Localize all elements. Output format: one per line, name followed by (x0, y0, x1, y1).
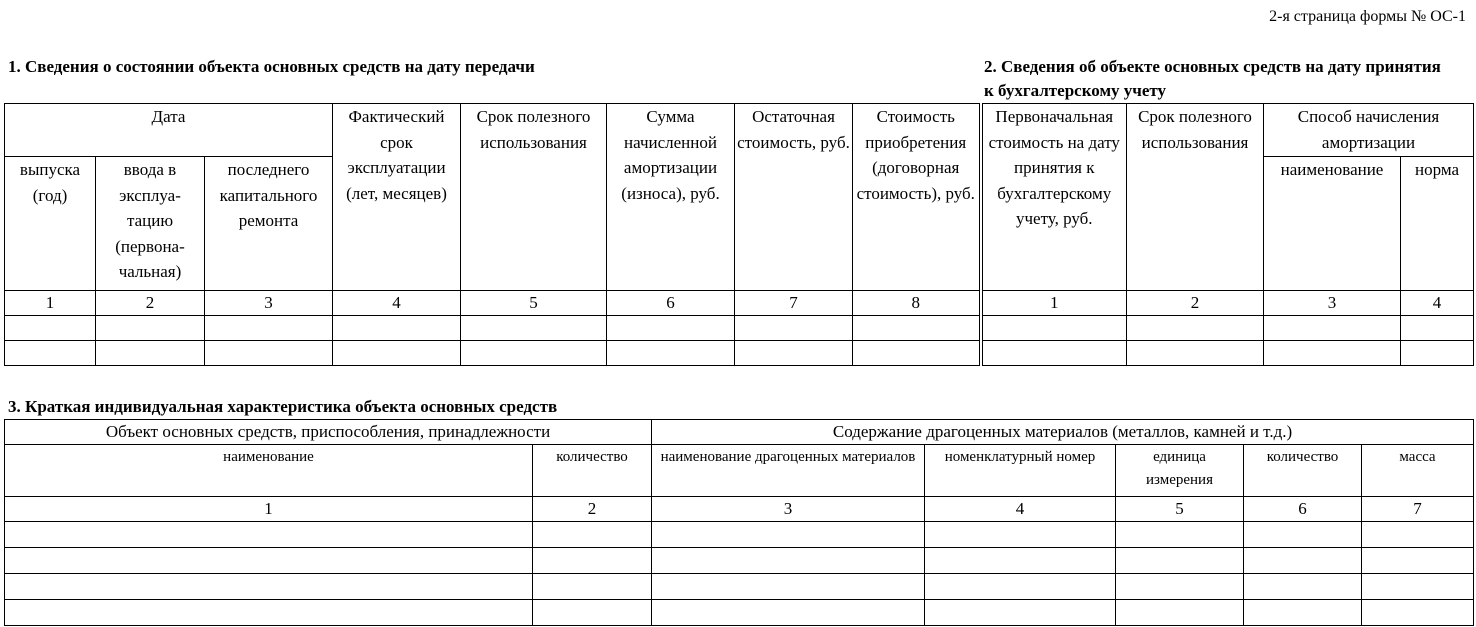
entry-cell[interactable] (5, 548, 533, 574)
entry-cell[interactable] (607, 341, 735, 366)
useful-life-2-header: Срок полезного использования (1127, 104, 1264, 291)
column-number-row (5, 497, 1474, 522)
entry-cell[interactable] (96, 341, 205, 366)
entry-cell[interactable] (652, 600, 925, 626)
release-year-header: выпуска (год) (5, 157, 96, 291)
page-label: 2-я страница формы № ОС-1 (1269, 8, 1466, 25)
entry-cell[interactable] (1244, 548, 1362, 574)
depreciation-method-group-header: Способ начисления амортизации (1264, 104, 1474, 157)
table-row (5, 574, 1474, 600)
entry-cell[interactable] (925, 574, 1116, 600)
entry-cell[interactable] (5, 522, 533, 548)
entry-cell[interactable] (1362, 548, 1474, 574)
section2-title: 2. Сведения об объекте основных средств на дату принятия к бухгалтерскому учету (984, 57, 1441, 100)
entry-cell[interactable] (1244, 600, 1362, 626)
entry-cell[interactable] (1264, 341, 1401, 366)
mass-header: масса (1362, 445, 1474, 497)
column-number: 5 (1116, 497, 1244, 522)
actual-term-header: Фактический срок эксплуатации (лет, месяцев) (333, 104, 461, 291)
column-number: 6 (1244, 497, 1362, 522)
entry-cell[interactable] (925, 522, 1116, 548)
entry-cell[interactable] (981, 341, 1127, 366)
column-number: 4 (1401, 291, 1474, 316)
entry-cell[interactable] (205, 316, 333, 341)
column-number: 6 (607, 291, 735, 316)
column-number: 4 (333, 291, 461, 316)
entry-cell[interactable] (652, 548, 925, 574)
useful-life-header: Срок полезного использования (461, 104, 607, 291)
column-number: 2 (96, 291, 205, 316)
entry-cell[interactable] (1116, 548, 1244, 574)
entry-cell[interactable] (652, 522, 925, 548)
date-group-header: Дата (5, 104, 333, 157)
entry-cell[interactable] (1362, 522, 1474, 548)
column-number: 4 (925, 497, 1116, 522)
entry-cell[interactable] (853, 341, 981, 366)
entry-cell[interactable] (1116, 522, 1244, 548)
column-number: 2 (1127, 291, 1264, 316)
section1-title: 1. Сведения о состоянии объекта основных средств на дату передачи (8, 57, 535, 76)
material-name-header: наименование драгоценных материалов (652, 445, 925, 497)
entry-cell[interactable] (735, 316, 853, 341)
column-number: 1 (5, 497, 533, 522)
entry-cell[interactable] (5, 341, 96, 366)
table-row (5, 548, 1474, 574)
entry-cell[interactable] (981, 316, 1127, 341)
entry-cell[interactable] (853, 316, 981, 341)
entry-cell[interactable] (735, 341, 853, 366)
column-number: 5 (461, 291, 607, 316)
entry-cell[interactable] (925, 548, 1116, 574)
entry-cell[interactable] (925, 600, 1116, 626)
entry-cell[interactable] (1401, 341, 1474, 366)
commission-date-header: ввода в эксплуа-тацию (первона-чальная) (96, 157, 205, 291)
entry-cell[interactable] (1244, 574, 1362, 600)
column-number: 7 (1362, 497, 1474, 522)
state-info-table (4, 103, 1474, 366)
entry-cell[interactable] (1401, 316, 1474, 341)
section3-title: 3. Краткая индивидуальная характеристика объекта основных средств (8, 397, 558, 416)
entry-cell[interactable] (1116, 600, 1244, 626)
entry-cell[interactable] (96, 316, 205, 341)
overhaul-date-header: последнего капитального ремонта (205, 157, 333, 291)
entry-cell[interactable] (5, 600, 533, 626)
column-number: 8 (853, 291, 981, 316)
unit-header: единица измерения (1116, 445, 1244, 497)
entry-cell[interactable] (1362, 600, 1474, 626)
initial-cost-header: Первоначальная стоимость на дату принятия к бухгалтерскому учету, руб. (981, 104, 1127, 291)
column-number: 2 (533, 497, 652, 522)
residual-value-header: Остаточная стоимость, руб. (735, 104, 853, 291)
object-group-header: Объект основных средств, приспособления, принадлежности (5, 420, 652, 445)
table-row (5, 522, 1474, 548)
table-row (5, 600, 1474, 626)
entry-cell[interactable] (1264, 316, 1401, 341)
entry-cell[interactable] (1362, 574, 1474, 600)
entry-cell[interactable] (1127, 316, 1264, 341)
entry-cell[interactable] (1244, 522, 1362, 548)
entry-cell[interactable] (1116, 574, 1244, 600)
entry-cell[interactable] (333, 341, 461, 366)
object-qty-header: количество (533, 445, 652, 497)
nomenclature-number-header: номенклатурный номер (925, 445, 1116, 497)
table-row (5, 341, 1474, 366)
column-number: 3 (205, 291, 333, 316)
entry-cell[interactable] (533, 600, 652, 626)
method-name-header: наименование (1264, 157, 1401, 291)
acquisition-cost-header: Стоимость приобретения (договорная стоимость), руб. (853, 104, 981, 291)
entry-cell[interactable] (533, 522, 652, 548)
column-number: 7 (735, 291, 853, 316)
table-row (5, 316, 1474, 341)
depreciation-sum-header: Сумма начисленной амортизации (износа), руб. (607, 104, 735, 291)
entry-cell[interactable] (5, 574, 533, 600)
column-number: 3 (1264, 291, 1401, 316)
column-number: 1 (981, 291, 1127, 316)
entry-cell[interactable] (652, 574, 925, 600)
method-rate-header: норма (1401, 157, 1474, 291)
column-number: 1 (5, 291, 96, 316)
entry-cell[interactable] (607, 316, 735, 341)
object-name-header: наименование (5, 445, 533, 497)
precious-materials-group-header: Содержание драгоценных материалов (металлов, камней и т.д.) (652, 420, 1474, 445)
entry-cell[interactable] (205, 341, 333, 366)
column-number-row (5, 291, 1474, 316)
entry-cell[interactable] (533, 548, 652, 574)
material-qty-header: количество (1244, 445, 1362, 497)
column-number: 3 (652, 497, 925, 522)
entry-cell[interactable] (333, 316, 461, 341)
characteristics-table (4, 419, 1474, 626)
entry-cell[interactable] (5, 316, 96, 341)
entry-cell[interactable] (461, 316, 607, 341)
entry-cell[interactable] (461, 341, 607, 366)
entry-cell[interactable] (1127, 341, 1264, 366)
entry-cell[interactable] (533, 574, 652, 600)
